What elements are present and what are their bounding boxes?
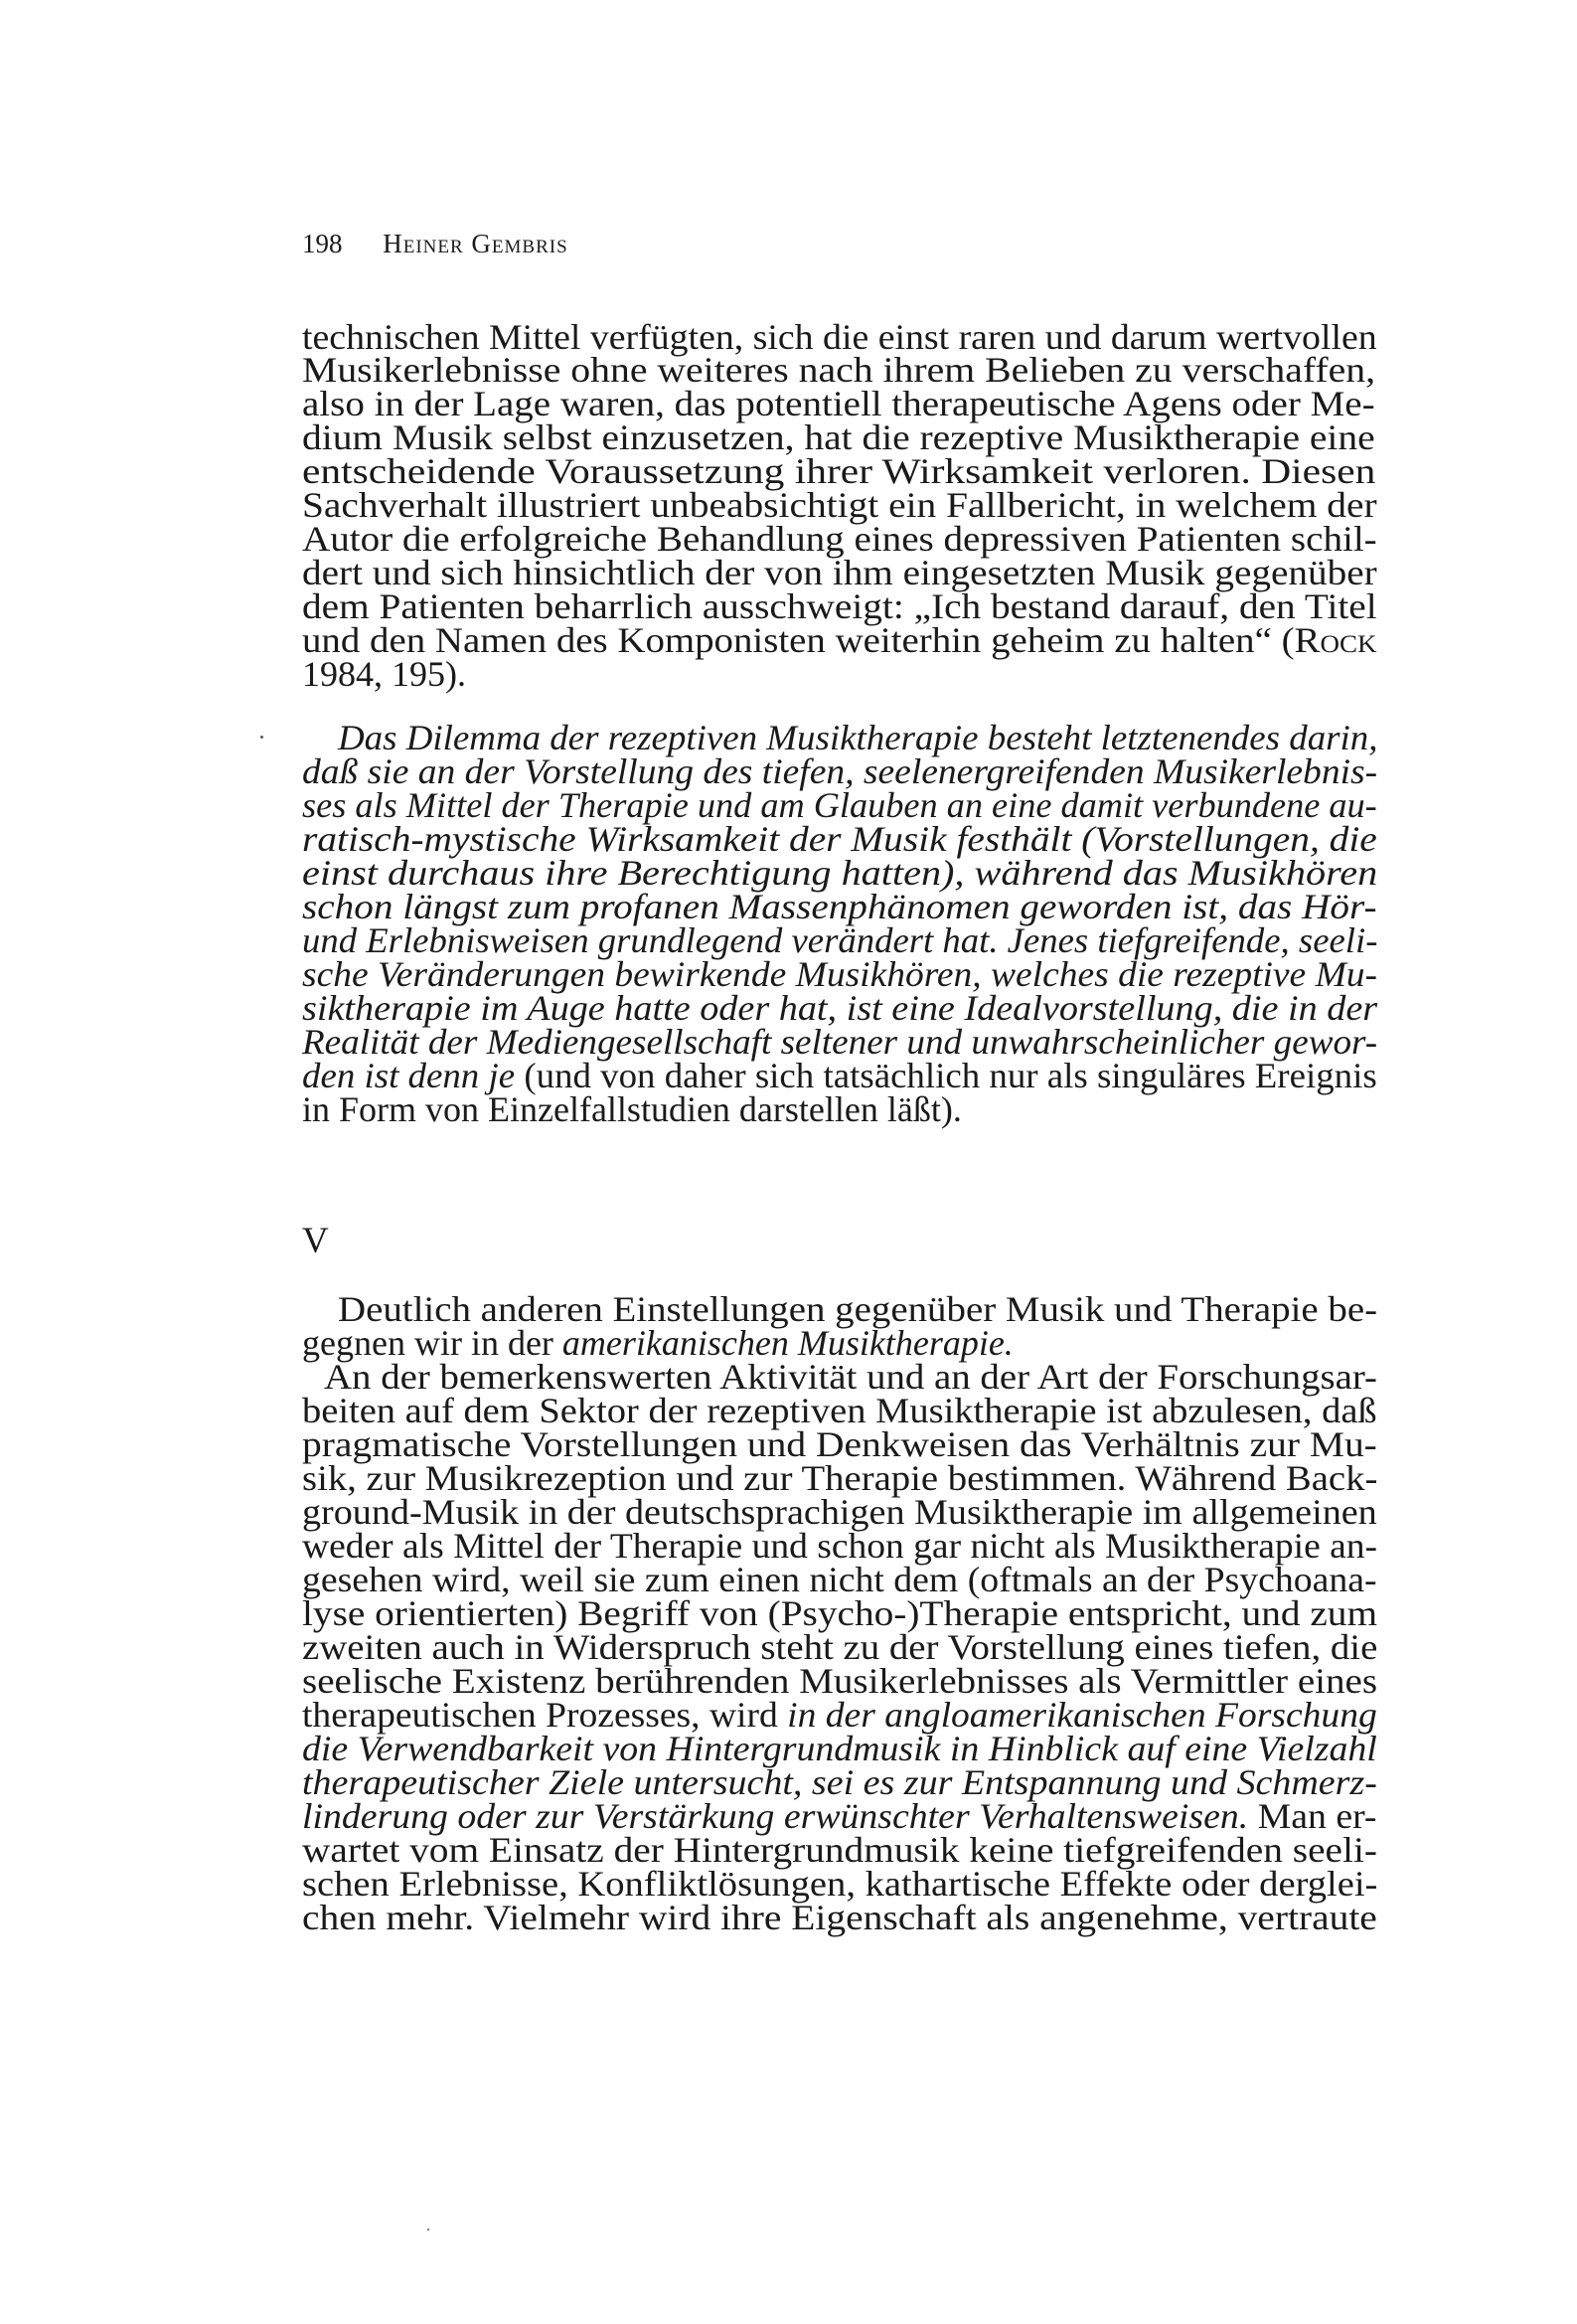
text-run: (und von daher sich tatsächlich nur als singuläres Ereignis: [515, 1056, 1377, 1095]
text-line: die Verwendbarkeit von Hintergrundmusik in Hinblick auf eine Vielzahl: [302, 1729, 1377, 1768]
text-line: also in der Lage waren, das potentiell therapeutische Agens oder Me-: [302, 384, 1375, 423]
text-run: therapeutischen Prozesses, wird: [302, 1695, 788, 1735]
text-line: technischen Mittel verfügten, sich die einst raren und darum wertvollen: [302, 317, 1377, 357]
text-line: daß sie an der Vorstellung des tiefen, seelenergreifenden Musikerlebnis-: [302, 751, 1378, 791]
text-line: sche Veränderungen bewirkende Musikhören, welches die rezeptive Mu-: [302, 954, 1378, 994]
running-header: [302, 227, 568, 260]
text-line: ground-Musik in der deutschsprachigen Musiktherapie im allgemeinen: [302, 1492, 1377, 1532]
text-run-italic: in der angloamerikanischen Forschung: [787, 1695, 1377, 1735]
text-line: 1984, 195).: [302, 654, 466, 694]
text-line: chen mehr. Vielmehr wird ihre Eigenschaft als angenehme, vertraute: [302, 1898, 1377, 1937]
text-line: wartet vom Einsatz der Hintergrundmusik keine tiefgreifenden seeli-: [302, 1830, 1377, 1870]
text-line: weder als Mittel der Therapie und schon gar nicht als Musiktherapie an-: [302, 1526, 1378, 1566]
text-run-italic: amerikanischen Musiktherapie.: [561, 1323, 1014, 1363]
text-line: einst durchaus ihre Berechtigung hatten), während das Musikhören: [302, 853, 1378, 893]
text-line: siktherapie im Auge hatte oder hat, ist eine Idealvorstellung, die in der: [302, 988, 1378, 1028]
text-line: entscheidende Voraussetzung ihrer Wirksamkeit verloren. Diesen: [302, 451, 1376, 491]
running-head-author: Heiner Gembris: [383, 229, 568, 258]
text-line: Musikerlebnisse ohne weiteres nach ihrem Belieben zu verschaffen,: [302, 350, 1376, 390]
citation-author: Rock: [1294, 620, 1377, 660]
text-line: Das Dilemma der rezeptiven Musiktherapie besteht letztenendes darin,: [338, 718, 1378, 757]
page-number: 198: [302, 229, 343, 258]
text-line: dert und sich hinsichtlich der von ihm eingesetzten Musik gegenüber: [302, 553, 1377, 592]
text-line: Deutlich anderen Einstellungen gegenüber Musik und Therapie be-: [338, 1289, 1378, 1329]
text-line: sik, zur Musikrezeption und zur Therapie bestimmen. Während Back-: [302, 1458, 1378, 1498]
text-line: therapeutischer Ziele untersucht, sei es zur Entspannung und Schmerz-: [302, 1762, 1377, 1802]
margin-mark: [260, 736, 263, 739]
text-line: zweiten auch in Widerspruch steht zu der Vorstellung eines tiefen, die: [302, 1627, 1378, 1667]
text-line: pragmatische Vorstellungen und Denkweisen das Verhältnis zur Mu-: [302, 1424, 1377, 1464]
text-line: gesehen wird, weil sie zum einen nicht dem (oftmals an der Psychoana-: [302, 1560, 1377, 1599]
text-line: ses als Mittel der Therapie und am Glauben an eine damit verbundene au-: [302, 785, 1377, 825]
scan-speck: [427, 2229, 429, 2231]
text-line: dem Patienten beharrlich ausschweigt: „Ich bestand darauf, den Titel: [302, 586, 1377, 626]
text-line: dium Musik selbst einzusetzen, hat die rezeptive Musiktherapie eine: [302, 417, 1375, 457]
text-line: schon längst zum profanen Massenphänomen geworden ist, das Hör-: [302, 887, 1377, 926]
text-line: ratisch-mystische Wirksamkeit der Musik festhält (Vorstellungen, die: [302, 819, 1377, 859]
text-line: in Form von Einzelfallstudien darstellen läßt).: [302, 1089, 962, 1129]
text-run: gegnen wir in der: [302, 1323, 562, 1363]
text-line: beiten auf dem Sektor der rezeptiven Musiktherapie ist abzulesen, daß: [302, 1391, 1377, 1430]
text-run-italic: den ist denn je: [302, 1056, 516, 1095]
text-line: Autor die erfolgreiche Behandlung eines depressiven Patienten schil-: [302, 519, 1377, 559]
text-line: lyse orientierten) Begriff von (Psycho-)Therapie entspricht, und zum: [302, 1593, 1378, 1633]
text-line: An der bemerkenswerten Aktivität und an der Art der Forschungsar-: [324, 1357, 1377, 1397]
text-line: Realität der Mediengesellschaft seltener und unwahrscheinlicher gewor-: [302, 1022, 1378, 1062]
text-run: Man er-: [1248, 1796, 1377, 1836]
text-line: seelische Existenz berührenden Musikerlebnisses als Vermittler eines: [302, 1661, 1378, 1701]
text-run-italic: linderung oder zur Verstärkung erwünschter Verhaltensweisen.: [302, 1796, 1249, 1836]
text-line: und Erlebnisweisen grundlegend verändert hat. Jenes tiefgreifende, seeli-: [302, 920, 1378, 960]
text-line: schen Erlebnisse, Konfliktlösungen, kathartische Effekte oder derglei-: [302, 1864, 1378, 1904]
text-line: Sachverhalt illustriert unbeabsichtigt ein Fallbericht, in welchem der: [302, 485, 1377, 525]
text-run: und den Namen des Komponisten weiterhin geheim zu halten“ (: [302, 620, 1295, 660]
section-heading: V: [302, 1221, 329, 1261]
